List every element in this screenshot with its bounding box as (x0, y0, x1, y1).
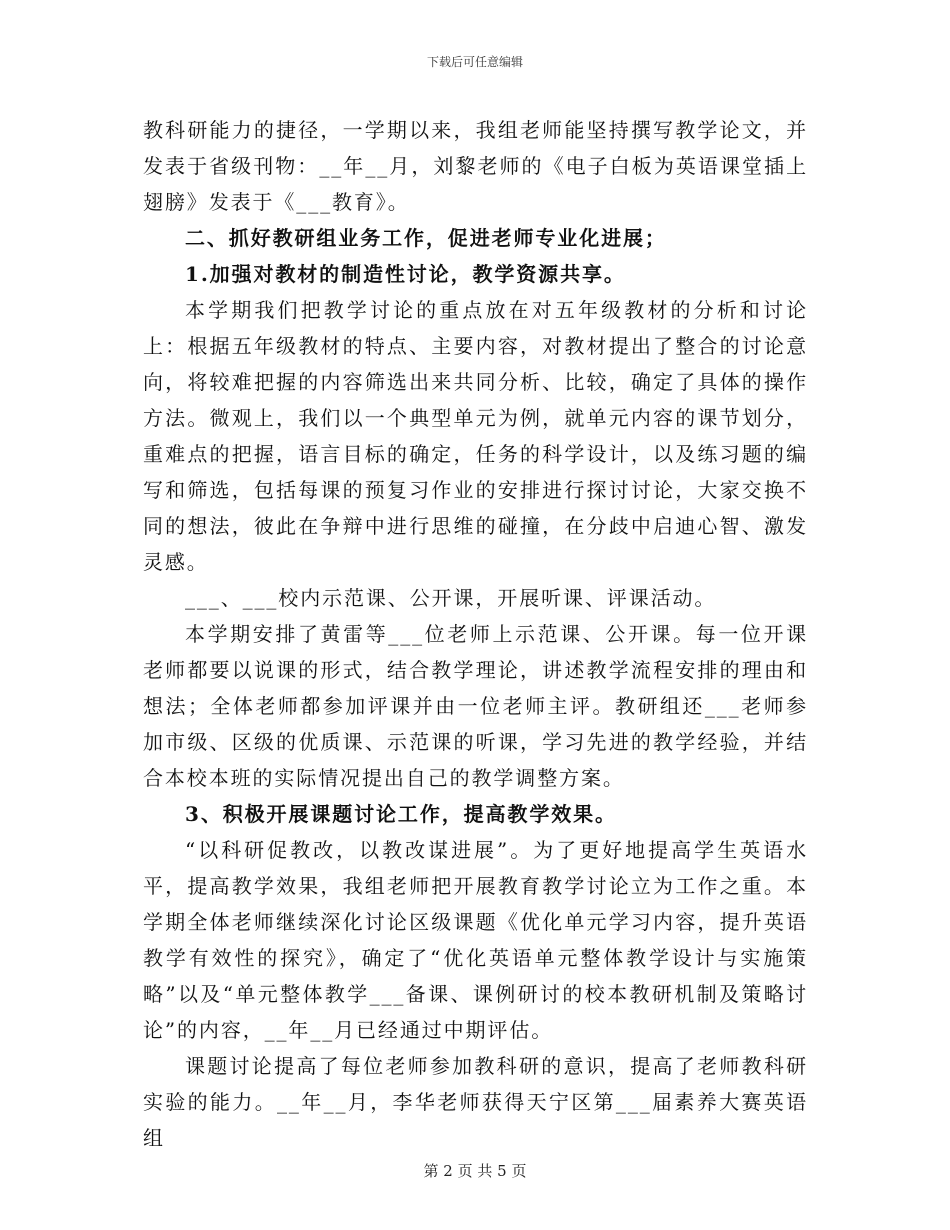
section-heading-2: 二、抓好教研组业务工作，促进老师专业化进展； (185, 226, 667, 250)
paragraph-4: “以科研促教改，以教改谋进展”。为了更好地提高学生英语水平，提高教学效果，我组老师把开展教育教学讨论立为工作之重。本学期全体老师继续深化讨论区级课题《优化单元学习内容，提升英语教学有效性的探究》，确定了“优化英语单元整体教学设计与实施策略”以及“单元整体教学___备课、课例研讨的校本教研机制及策略讨论”的内容，__年__月已经通过中期评估。 (143, 838, 808, 1042)
page-number: 第 2 页 共 5 页 (423, 1162, 527, 1180)
paragraph-2: 本学期我们把教学讨论的重点放在对五年级教材的分析和讨论上：根据五年级教材的特点、主要内容，对教材提出了整合的讨论意向，将较难把握的内容筛选出来共同分析、比较，确定了具体的操作方法。微观上，我们以一个典型单元为例，就单元内容的课节划分，重难点的把握，语言目标的确定，任务的科学设计，以及练习题的编写和筛选，包括每课的预复习作业的安排进行探讨讨论，大家交换不同的想法，彼此在争辩中进行思维的碰撞，在分歧中启迪心智、激发灵感。 (143, 298, 808, 574)
subheading-2-3: 3、积极开展课题讨论工作，提高教学效果。 (185, 802, 617, 826)
subheading-2-1: 1.加强对教材的制造性讨论，教学资源共享。 (185, 262, 626, 286)
subheading-2-2: ___、___校内示范课、公开课，开展听课、评课活动。 (185, 586, 717, 610)
paragraph-5: 课题讨论提高了每位老师参加教科研的意识，提高了老师教科研实验的能力。__年__月，李华老师获得天宁区第___届素养大赛英语组 (143, 1054, 808, 1150)
header-note: 下载后可任意编辑 (426, 55, 523, 69)
paragraph-1: 教科研能力的捷径，一学期以来，我组老师能坚持撰写教学论文，并发表于省级刊物：__年__月，刘黎老师的《电子白板为英语课堂插上翅膀》发表于《___教育》。 (143, 118, 808, 214)
paragraph-3: 本学期安排了黄雷等___位老师上示范课、公开课。每一位开课老师都要以说课的形式，结合教学理论，讲述教学流程安排的理由和想法；全体老师都参加评课并由一位老师主评。教研组还___老师参加市级、区级的优质课、示范课的听课，学习先进的教学经验，并结合本校本班的实际情况提出自己的教学调整方案。 (143, 622, 808, 790)
document-body (143, 112, 808, 1156)
